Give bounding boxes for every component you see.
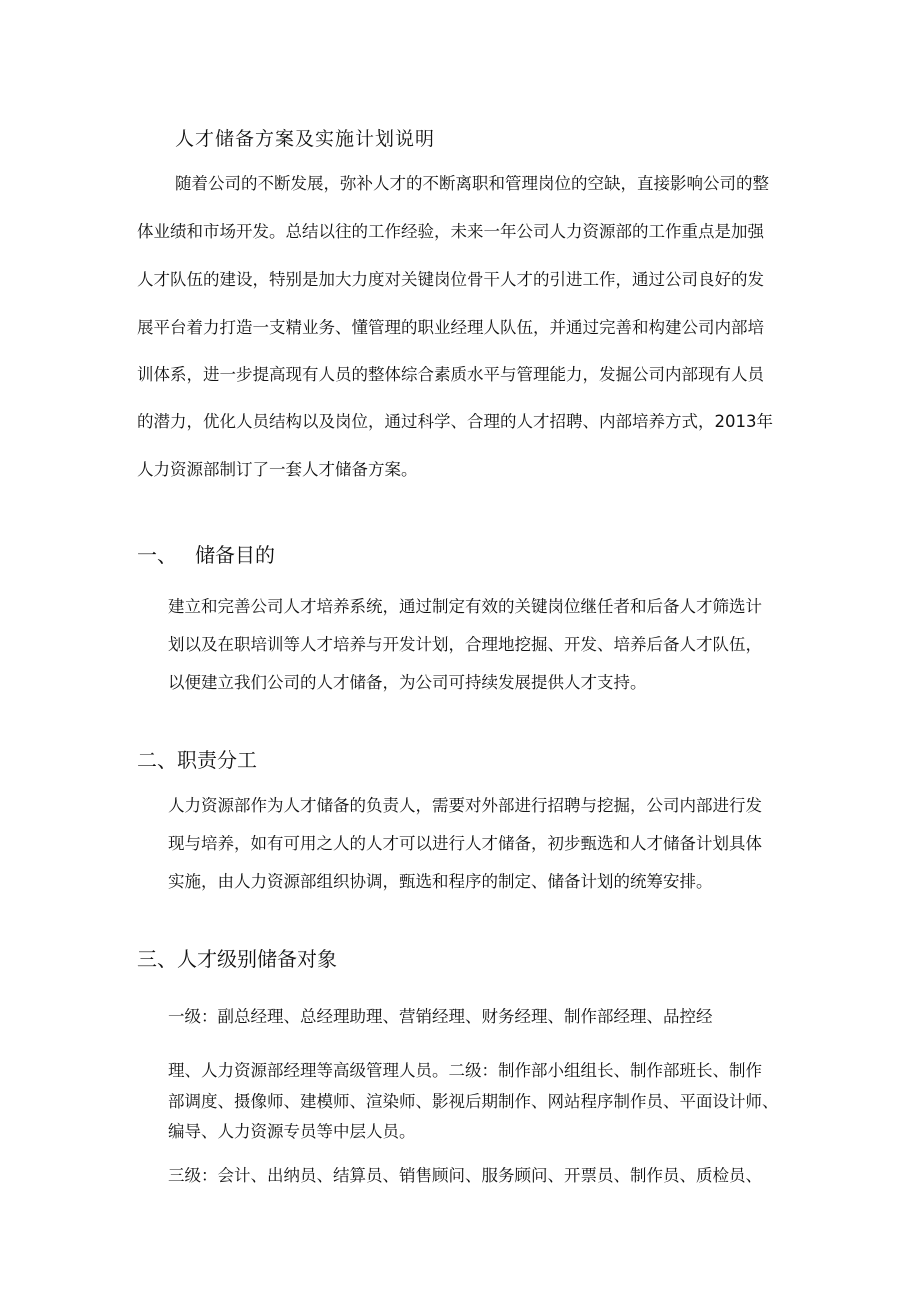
intro-line-4: 展平台着力打造一支精业务、懂管理的职业经理人队伍，并通过完善和构建公司内部培 xyxy=(137,318,764,337)
section-1-line-1: 建立和完善公司人才培养系统，通过制定有效的关键岗位继任者和后备人才筛选计 xyxy=(168,597,762,616)
section-2-line-3: 实施，由人力资源部组织协调，甄选和程序的制定、储备计划的统筹安排。 xyxy=(168,872,713,891)
section-2-heading: 二、职责分工 xyxy=(137,748,257,772)
document-title: 人才储备方案及实施计划说明 xyxy=(175,128,436,150)
section-3-line-2: 理、人力资源部经理等高级管理人员。二级：制作部小组组长、制作部班长、制作 xyxy=(168,1061,762,1080)
intro-line-2: 体业绩和市场开发。总结以往的工作经验，未来一年公司人力资源部的工作重点是加强 xyxy=(137,222,764,241)
section-3-line-1: 一级：副总经理、总经理助理、营销经理、财务经理、制作部经理、品控经 xyxy=(168,1007,713,1026)
intro-line-3: 人才队伍的建设，特别是加大力度对关键岗位骨干人才的引进工作，通过公司良好的发 xyxy=(137,270,764,289)
section-3-heading: 三、人才级别储备对象 xyxy=(137,947,337,971)
section-1-line-2: 划以及在职培训等人才培养与开发计划，合理地挖掘、开发、培养后备人才队伍， xyxy=(168,635,762,654)
section-1-heading xyxy=(137,541,275,569)
section-3-line-4: 编导、人力资源专员等中层人员。 xyxy=(168,1122,416,1141)
section-1-line-3: 以便建立我们公司的人才储备，为公司可持续发展提供人才支持。 xyxy=(168,673,647,692)
section-2-line-1: 人力资源部作为人才储备的负责人，需要对外部进行招聘与挖掘，公司内部进行发 xyxy=(168,796,762,815)
intro-line-7: 人力资源部制订了一套人才储备方案。 xyxy=(137,460,418,479)
section-2-line-2: 现与培养，如有可用之人的人才可以进行人才储备，初步甄选和人才储备计划具体 xyxy=(168,834,762,853)
intro-line-6: 的潜力，优化人员结构以及岗位，通过科学、合理的人才招聘、内部培养方式，2013年 xyxy=(137,412,773,431)
section-1-number: 一、 xyxy=(137,543,177,567)
intro-line-1: 随着公司的不断发展，弥补人才的不断离职和管理岗位的空缺，直接影响公司的整 xyxy=(175,174,769,193)
section-1-title: 储备目的 xyxy=(195,543,275,567)
section-3-line-3: 部调度、摄像师、建模师、渲染师、影视后期制作、网站程序制作员、平面设计师、 xyxy=(168,1092,779,1111)
intro-line-5: 训体系，进一步提高现有人员的整体综合素质水平与管理能力，发掘公司内部现有人员 xyxy=(137,365,764,384)
section-3-line-5: 三级：会计、出纳员、结算员、销售顾问、服务顾问、开票员、制作员、质检员、 xyxy=(168,1166,762,1185)
